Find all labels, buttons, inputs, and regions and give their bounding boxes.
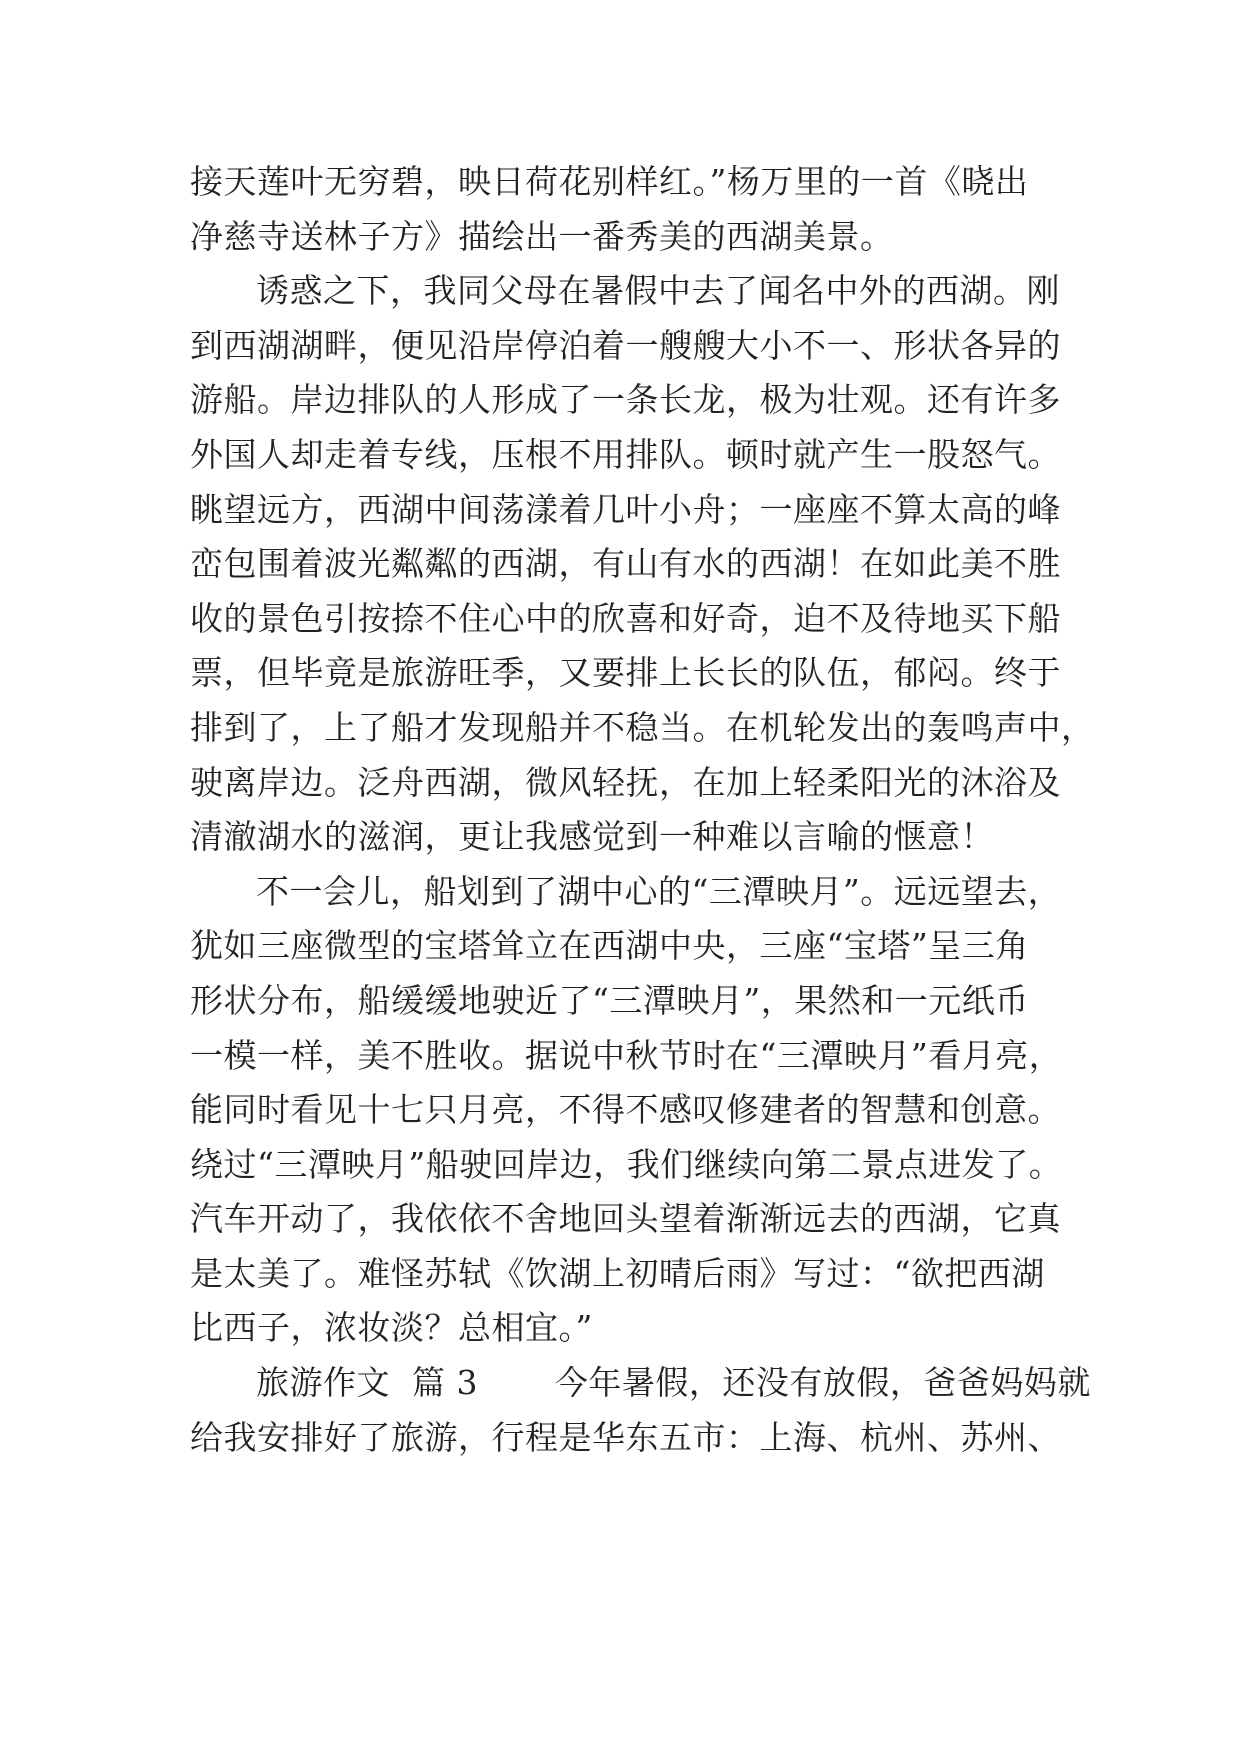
text-line: 净慈寺送林子方》描绘出一番秀美的西湖美景。 [190,216,894,256]
text-line: 是太美了。难怪苏轼《饮湖上初晴后雨》写过：“欲把西湖 [190,1253,1045,1293]
text-line: 驶离岸边。泛舟西湖，微风轻抚，在加上轻柔阳光的沐浴及 [190,762,1061,802]
text-line: 收的景色引按捺不住心中的欣喜和好奇，迫不及待地买下船 [190,598,1061,638]
text-line: 汽车开动了，我依依不舍地回头望着渐渐远去的西湖，它真 [190,1199,1061,1239]
text-line: 接天莲叶无穷碧，映日荷花别样红。”杨万里的一首《晓出 [190,162,1029,201]
text-line: 外国人却走着专线，压根不用排队。顿时就产生一股怒气。 [190,434,1061,474]
text-line: 峦包围着波光粼粼的西湖，有山有水的西湖！在如此美不胜 [190,544,1061,584]
text-line: 给我安排好了旅游，行程是华东五市：上海、杭州、苏州、 [190,1417,1061,1457]
paragraph-start-line: 不一会儿，船划到了湖中心的“三潭映月”。远远望去， [256,871,1062,911]
section-heading-line: 旅游作文 篇 3 今年暑假，还没有放假，爸爸妈妈就 [256,1363,1091,1403]
text-line: 清澈湖水的滋润，更让我感觉到一种难以言喻的惬意！ [190,817,994,857]
paragraph-start-line: 诱惑之下，我同父母在暑假中去了闻名中外的西湖。刚 [256,271,1060,311]
essay-text [190,155,1095,1465]
text-line: 游船。岸边排队的人形成了一条长龙，极为壮观。还有许多 [190,380,1061,420]
text-line: 到西湖湖畔，便见沿岸停泊着一艘艘大小不一、形状各异的 [190,325,1061,365]
text-line: 绕过“三潭映月”船驶回岸边，我们继续向第二景点进发了。 [190,1144,1063,1184]
text-line: 排到了，上了船才发现船并不稳当。在机轮发出的轰鸣声中， [190,707,1095,747]
text-line: 一模一样，美不胜收。据说中秋节时在“三潭映月”看月亮， [190,1035,1063,1075]
text-line: 能同时看见十七只月亮，不得不感叹修建者的智慧和创意。 [190,1090,1061,1130]
text-line: 犹如三座微型的宝塔耸立在西湖中央，三座“宝塔”呈三角 [190,926,1029,966]
text-line: 眺望远方，西湖中间荡漾着几叶小舟；一座座不算太高的峰 [190,489,1061,529]
text-line: 比西子，浓妆淡？总相宜。” [190,1308,593,1348]
text-line: 票，但毕竟是旅游旺季，又要排上长长的队伍，郁闷。终于 [190,653,1061,693]
text-line: 形状分布，船缓缓地驶近了“三潭映月”，果然和一元纸币 [190,980,1029,1020]
